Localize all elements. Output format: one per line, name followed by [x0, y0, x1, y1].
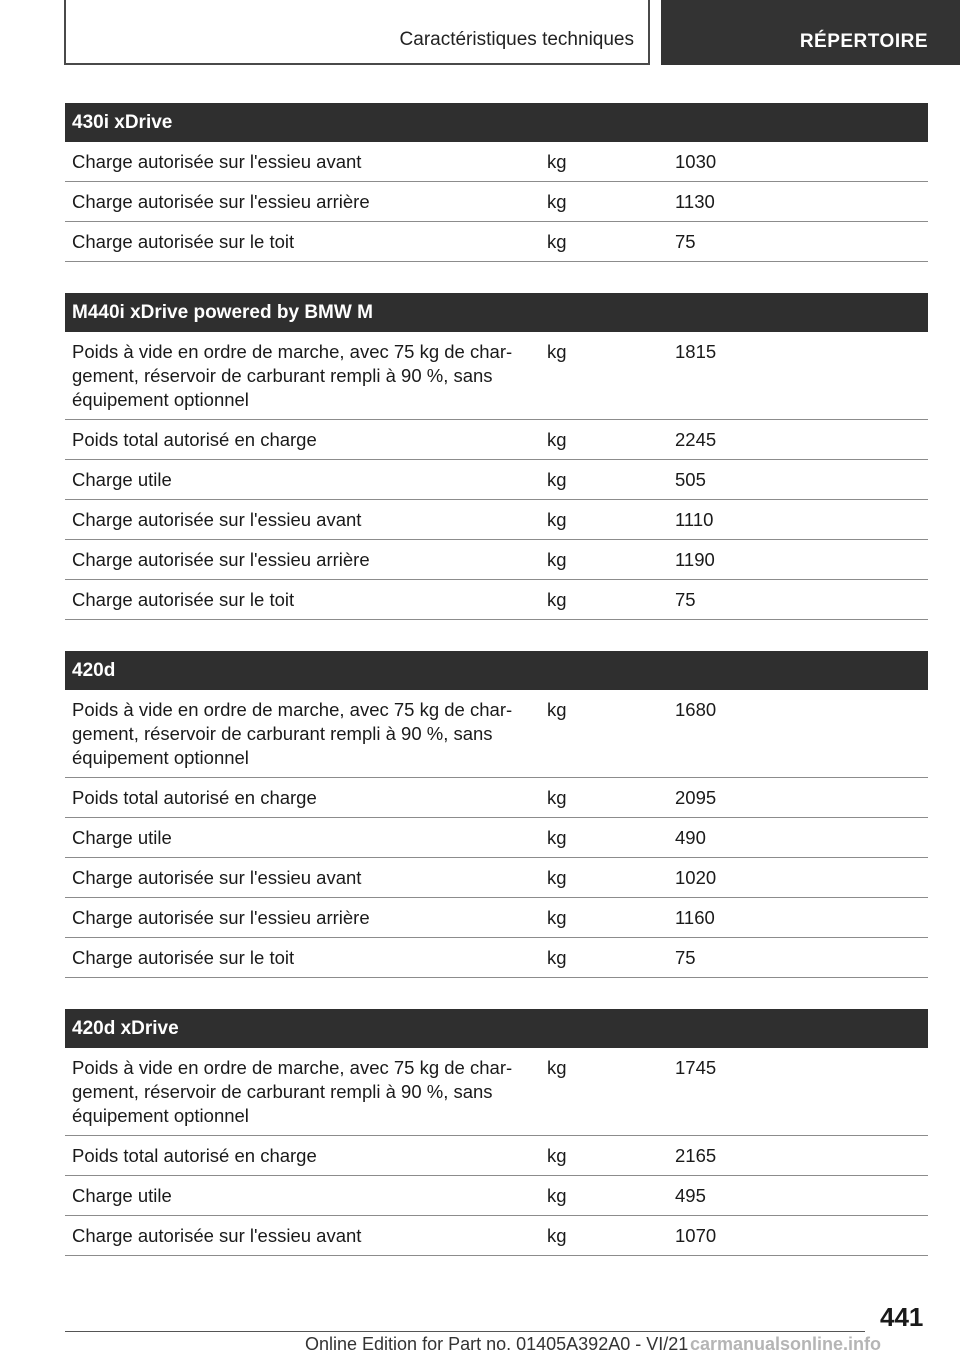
row-value: 75	[675, 231, 696, 252]
row-value: 1110	[675, 509, 714, 530]
row-label: Poids à vide en ordre de marche, avec 75 kg de char- gement, réservoir de carburant rempli à 90 %, sans équipement optionnel	[72, 341, 513, 410]
table-row	[65, 1136, 928, 1176]
section-title: 420d	[65, 651, 928, 690]
row-unit: kg	[547, 867, 567, 888]
row-label: Charge autorisée sur l'essieu avant	[72, 151, 362, 172]
table-row	[65, 778, 928, 818]
row-value: 490	[675, 827, 706, 848]
row-unit: kg	[547, 907, 567, 928]
header-section-title: Caractéristiques techniques	[399, 29, 634, 50]
watermark-text: carmanualsonline.info	[690, 1334, 882, 1354]
row-label: Poids total autorisé en charge	[72, 787, 317, 808]
header-chapter-title: RÉPERTOIRE	[799, 31, 928, 52]
spec-section	[65, 103, 928, 262]
row-unit: kg	[547, 231, 567, 252]
row-label: Poids à vide en ordre de marche, avec 75 kg de char- gement, réservoir de carburant rempli à 90 %, sans équipement optionnel	[72, 1057, 513, 1126]
table-row	[65, 580, 928, 620]
table-row	[65, 142, 928, 182]
page-number: 441	[880, 1302, 924, 1332]
row-value: 2165	[675, 1145, 717, 1166]
section-title: 420d xDrive	[65, 1009, 928, 1048]
row-unit: kg	[547, 151, 567, 172]
row-label: Charge autorisée sur le toit	[72, 231, 295, 252]
row-value: 1070	[675, 1225, 717, 1246]
table-row	[65, 1216, 928, 1256]
row-unit: kg	[547, 191, 567, 212]
row-label: Charge utile	[72, 469, 172, 490]
row-value: 1190	[675, 549, 715, 570]
row-label: Charge utile	[72, 827, 172, 848]
table-row	[65, 460, 928, 500]
spec-tables	[65, 103, 928, 1287]
row-unit: kg	[547, 1145, 567, 1166]
row-unit: kg	[547, 787, 567, 808]
table-row	[65, 858, 928, 898]
table-row	[65, 540, 928, 580]
header-chapter-tab[interactable]	[661, 0, 960, 65]
row-label: Charge autorisée sur l'essieu avant	[72, 509, 362, 530]
section-title: 430i xDrive	[65, 103, 928, 142]
spec-section	[65, 293, 928, 620]
footer-edition: Online Edition for Part no. 01405A392A0 - VI/21	[305, 1334, 689, 1354]
row-label: Charge autorisée sur l'essieu arrière	[72, 191, 370, 212]
row-unit: kg	[547, 1225, 567, 1246]
row-label: Poids total autorisé en charge	[72, 429, 317, 450]
footer-divider	[65, 1331, 865, 1332]
row-value: 2095	[675, 787, 717, 808]
row-value: 505	[675, 469, 706, 490]
row-unit: kg	[547, 699, 567, 720]
row-label: Poids à vide en ordre de marche, avec 75 kg de char- gement, réservoir de carburant rempli à 90 %, sans équipement optionnel	[72, 699, 513, 768]
row-label: Charge autorisée sur l'essieu avant	[72, 867, 362, 888]
row-value: 495	[675, 1185, 706, 1206]
table-row	[65, 222, 928, 262]
row-value: 1680	[675, 699, 717, 720]
table-row	[65, 1048, 928, 1136]
spec-section	[65, 651, 928, 978]
section-title: M440i xDrive powered by BMW M	[65, 293, 928, 332]
row-unit: kg	[547, 1057, 567, 1078]
table-row	[65, 332, 928, 420]
table-row	[65, 500, 928, 540]
row-unit: kg	[547, 341, 567, 362]
row-unit: kg	[547, 1185, 567, 1206]
row-label: Charge autorisée sur l'essieu arrière	[72, 907, 370, 928]
row-unit: kg	[547, 827, 567, 848]
spec-section	[65, 1009, 928, 1256]
row-label: Charge autorisée sur le toit	[72, 589, 295, 610]
row-unit: kg	[547, 509, 567, 530]
table-row	[65, 182, 928, 222]
row-unit: kg	[547, 549, 567, 570]
row-label: Charge autorisée sur l'essieu arrière	[72, 549, 370, 570]
row-label: Charge utile	[72, 1185, 172, 1206]
row-unit: kg	[547, 589, 567, 610]
table-row	[65, 420, 928, 460]
row-unit: kg	[547, 947, 567, 968]
row-value: 1815	[675, 341, 717, 362]
row-value: 2245	[675, 429, 717, 450]
row-value: 1745	[675, 1057, 717, 1078]
row-value: 1030	[675, 151, 717, 172]
row-label: Poids total autorisé en charge	[72, 1145, 317, 1166]
table-row	[65, 818, 928, 858]
header-section-tab	[64, 0, 650, 65]
table-row	[65, 898, 928, 938]
row-value: 1160	[675, 907, 715, 928]
table-row	[65, 938, 928, 978]
row-value: 75	[675, 589, 696, 610]
table-row	[65, 690, 928, 778]
row-value: 75	[675, 947, 696, 968]
row-value: 1130	[675, 191, 715, 212]
row-value: 1020	[675, 867, 717, 888]
row-unit: kg	[547, 429, 567, 450]
row-unit: kg	[547, 469, 567, 490]
row-label: Charge autorisée sur le toit	[72, 947, 295, 968]
row-label: Charge autorisée sur l'essieu avant	[72, 1225, 362, 1246]
table-row	[65, 1176, 928, 1216]
